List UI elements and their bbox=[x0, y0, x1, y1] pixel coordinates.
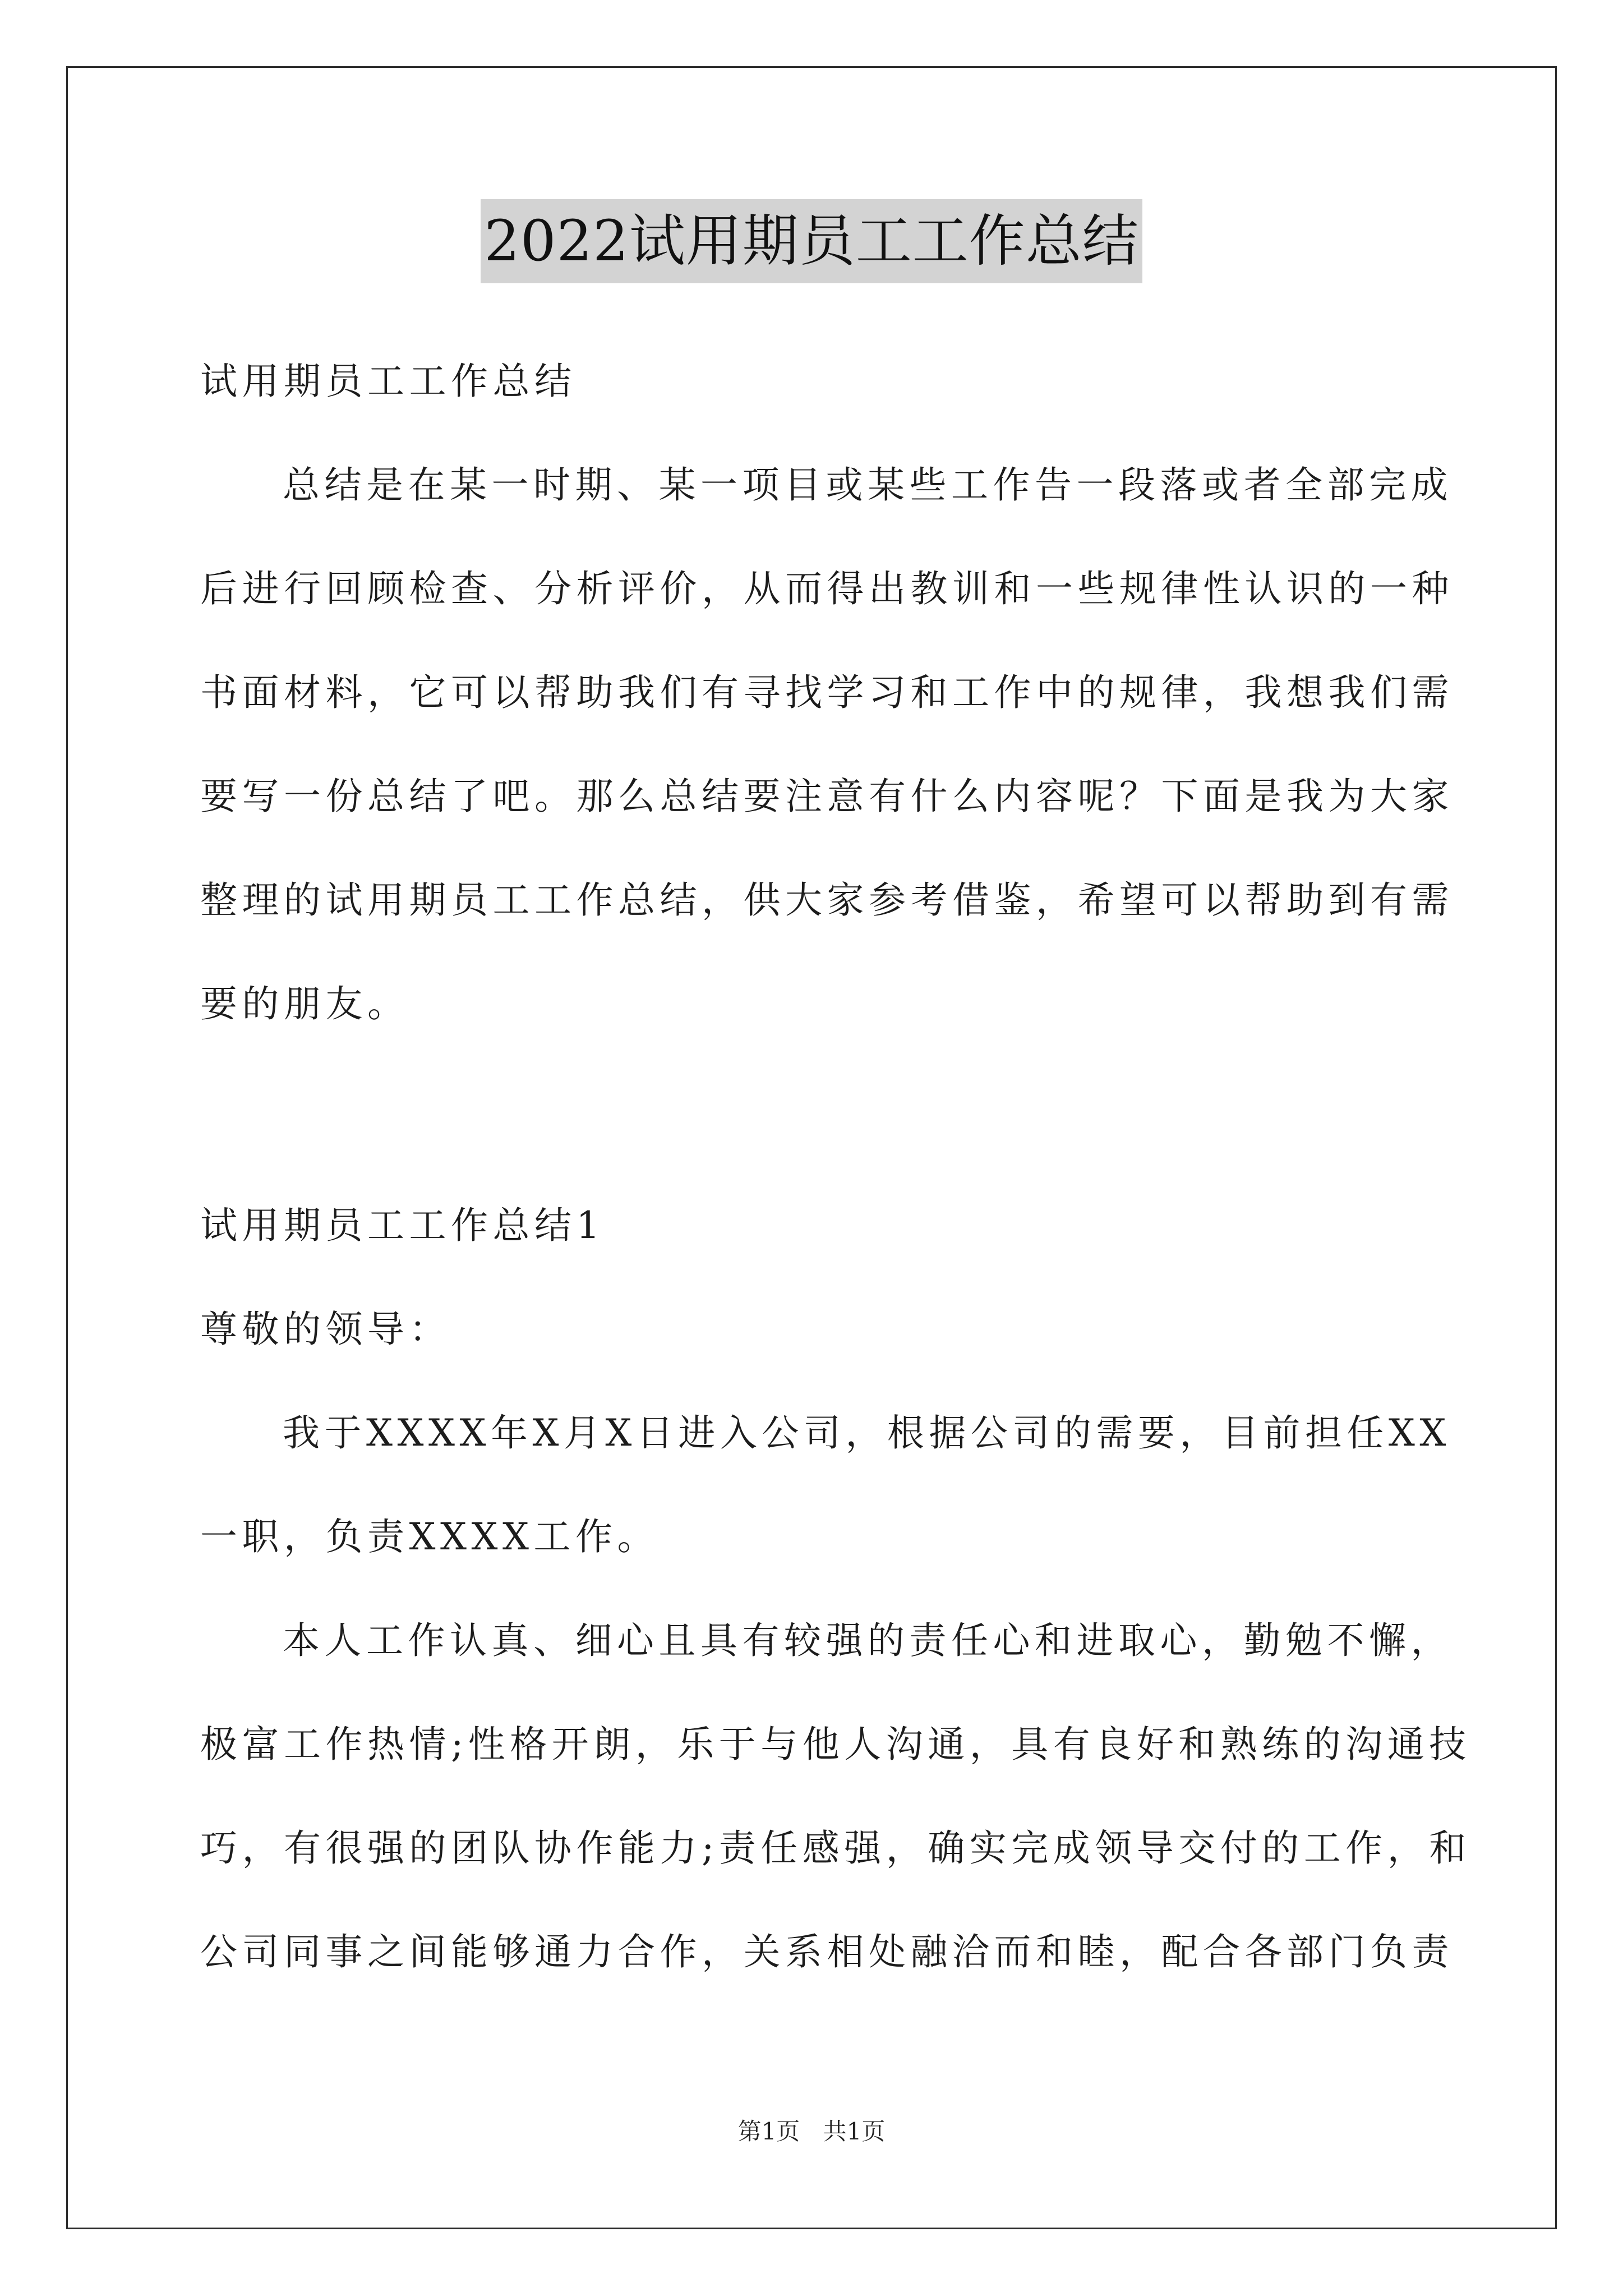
intro-line-3: 书面材料，它可以帮助我们有寻找学习和工作中的规律，我想我们需 bbox=[200, 671, 1454, 714]
section-heading: 试用期员工工作总结1 bbox=[200, 1204, 605, 1247]
document-title: 2022试用期员工工作总结 bbox=[481, 199, 1142, 283]
para2-line-2: 极富工作热情;性格开朗，乐于与他人沟通，具有良好和熟练的沟通技 bbox=[200, 1723, 1471, 1766]
para2-line-3: 巧，有很强的团队协作能力;责任感强，确实完成领导交付的工作，和 bbox=[200, 1826, 1471, 1870]
para1-line-1: 我于XXXX年X月X日进入公司，根据公司的需要，目前担任XX bbox=[283, 1411, 1451, 1455]
page-footer bbox=[0, 2115, 1623, 2148]
title-container bbox=[0, 199, 1623, 283]
intro-line-2: 后进行回顾检查、分析评价，从而得出教训和一些规律性认识的一种 bbox=[200, 567, 1454, 610]
page-number-total: 共1页 bbox=[823, 2118, 886, 2145]
para2-line-4: 公司同事之间能够通力合作，关系相处融洽而和睦，配合各部门负责 bbox=[200, 1930, 1454, 1973]
intro-line-6: 要的朋友。 bbox=[200, 982, 409, 1025]
intro-line-5: 整理的试用期员工工作总结，供大家参考借鉴，希望可以帮助到有需 bbox=[200, 878, 1454, 922]
para1-line-2: 一职，负责XXXX工作。 bbox=[200, 1515, 659, 1558]
intro-line-1: 总结是在某一时期、某一项目或某些工作告一段落或者全部完成 bbox=[283, 463, 1453, 507]
intro-line-4: 要写一份总结了吧。那么总结要注意有什么内容呢？下面是我为大家 bbox=[200, 775, 1454, 818]
intro-heading: 试用期员工工作总结 bbox=[200, 360, 577, 403]
salutation: 尊敬的领导： bbox=[200, 1308, 451, 1351]
page-number-current: 第1页 bbox=[737, 2118, 800, 2145]
para2-line-1: 本人工作认真、细心且具有较强的责任心和进取心，勤勉不懈， bbox=[283, 1619, 1453, 1662]
